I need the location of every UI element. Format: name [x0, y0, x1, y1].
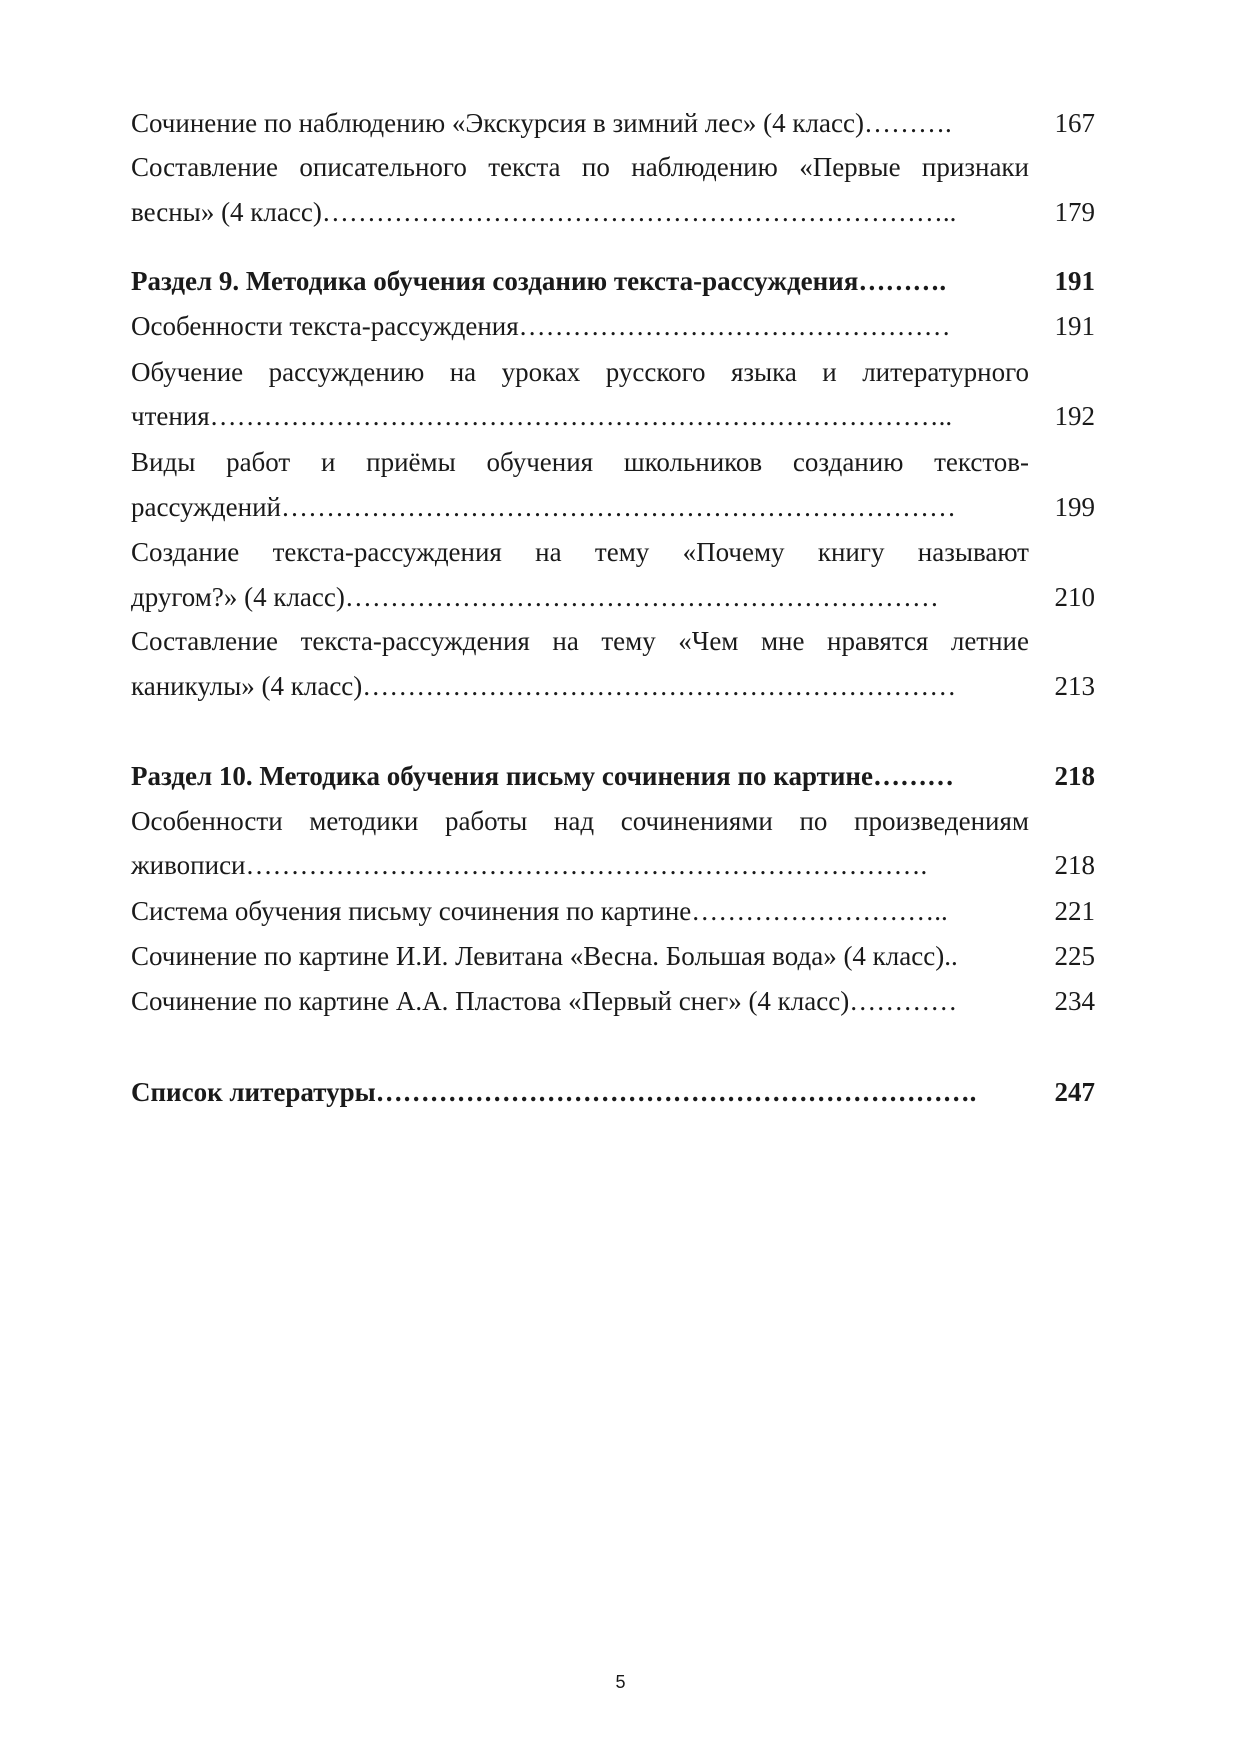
- toc-entry-text: чтения………………………………………………………………………..: [131, 401, 953, 431]
- toc-entry-text: Сочинение по картине И.И. Левитана «Весна. Большая вода» (4 класс)..: [131, 941, 958, 971]
- toc-entry-text: Особенности текста-рассуждения…………………………………………: [131, 311, 951, 341]
- toc-entry-text: рассуждений…………………………………………………………………: [131, 492, 956, 522]
- toc-entry-text: другом?» (4 класс)…………………………………………………………: [131, 582, 939, 612]
- toc-entry-text: весны» (4 класс)……………………………………………………………..: [131, 197, 957, 227]
- toc-entry-page: 218: [1054, 850, 1095, 880]
- toc-entry-page: 221: [1054, 896, 1095, 926]
- page-number: 5: [615, 1672, 626, 1692]
- toc-entry-text: Особенности методики работы над сочинениями по произведениям: [131, 806, 1029, 836]
- toc-section-page: 247: [1054, 1077, 1095, 1107]
- toc-section-page: 191: [1054, 266, 1095, 296]
- toc-entry-text: Виды работ и приёмы обучения школьников созданию текстов-: [131, 447, 1029, 477]
- toc-entry-page: 191: [1054, 311, 1095, 341]
- toc-section-page: 218: [1054, 761, 1095, 791]
- toc-entry-page: 179: [1054, 197, 1095, 227]
- toc-entry-text: Система обучения письму сочинения по картине………………………..: [131, 896, 948, 926]
- toc-entry-text: Составление описательного текста по наблюдению «Первые признаки: [131, 152, 1029, 182]
- toc-entry-text: Сочинение по картине А.А. Пластова «Первый снег» (4 класс)…………: [131, 986, 958, 1016]
- toc-entry-page: 167: [1054, 108, 1095, 138]
- toc-entry-page: 192: [1054, 401, 1095, 431]
- toc-entry-text: живописи………………………………………………………………….: [131, 850, 928, 880]
- toc-section-title: Список литературы………………………………………………………….: [131, 1077, 977, 1107]
- toc-entry-text: Обучение рассуждению на уроках русского языка и литературного: [131, 357, 1029, 387]
- toc-section-title: Раздел 9. Методика обучения созданию текста-рассуждения……….: [131, 266, 947, 296]
- toc-entry-page: 225: [1054, 941, 1095, 971]
- toc-entry-text: каникулы» (4 класс)…………………………………………………………: [131, 671, 957, 701]
- toc-entry-page: 210: [1054, 582, 1095, 612]
- toc-entry-text: Сочинение по наблюдению «Экскурсия в зимний лес» (4 класс)……….: [131, 108, 952, 138]
- toc-entry-page: 199: [1054, 492, 1095, 522]
- toc-entry-page: 213: [1054, 671, 1095, 701]
- toc-entry-page: 234: [1054, 986, 1095, 1016]
- toc-entry-text: Составление текста-рассуждения на тему «Чем мне нравятся летние: [131, 626, 1029, 656]
- toc-entry-text: Создание текста-рассуждения на тему «Почему книгу называют: [131, 537, 1029, 567]
- toc-section-title: Раздел 10. Методика обучения письму сочинения по картине………: [131, 761, 954, 791]
